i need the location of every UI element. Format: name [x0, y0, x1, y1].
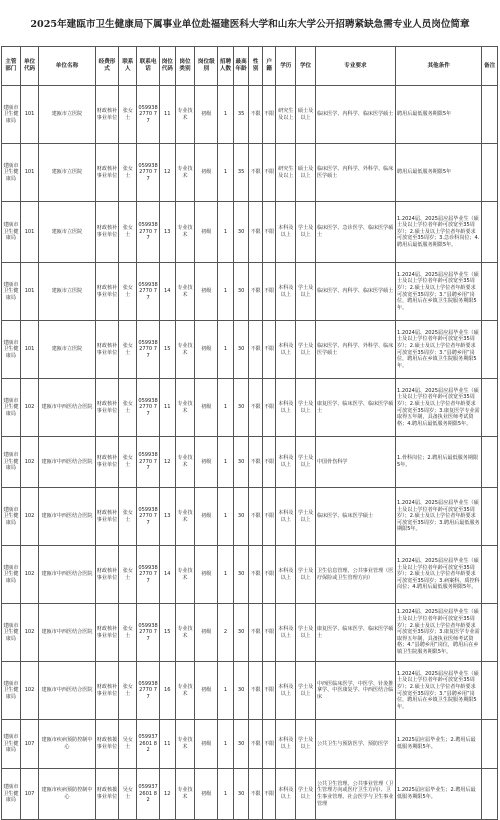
cell-post-level: 初级: [195, 662, 218, 720]
cell-degree: 学士及以上: [296, 202, 316, 263]
cell-max-age: 30: [233, 604, 249, 662]
cell-count: 2: [218, 604, 234, 662]
cell-major: 康复医学、临床医学、临床医学硕士: [315, 379, 395, 437]
cell-unit-name: 建瓯市立医院: [39, 144, 95, 202]
column-header: 岗位级别: [195, 47, 218, 86]
cell-max-age: 35: [233, 86, 249, 144]
cell-phone: 0599382770 77: [137, 488, 160, 546]
cell-other: 1.骨科岗位；2.聘用后最低服务期限5年。: [396, 437, 482, 488]
cell-major: 公共卫生管理、公共事业管理（卫生管理方向或医疗卫生方向）、卫生事业管理、社会医学与卫生事业管理: [315, 769, 395, 820]
cell-fund: 财政核补事业单位: [95, 379, 119, 437]
cell-dept: 建瓯市卫生健康局: [2, 144, 21, 202]
cell-post-level: 初级: [195, 720, 218, 769]
cell-fund: 财政核补事业单位: [95, 662, 119, 720]
cell-major: 临床医学、内科学、外科学、临床医学硕士: [315, 321, 395, 379]
cell-education: 本科及以上: [276, 488, 296, 546]
cell-major: 公共卫生与预防医学、预防医学: [315, 720, 395, 769]
cell-post-type: 专业技术: [175, 488, 195, 546]
cell-max-age: 30: [233, 488, 249, 546]
cell-hukou: 不限: [262, 604, 276, 662]
cell-degree: 学士及以上: [296, 720, 316, 769]
cell-max-age: 30: [233, 769, 249, 820]
cell-post-type: 专业技术: [175, 662, 195, 720]
cell-note: [482, 263, 498, 321]
cell-contact: 张女士: [119, 379, 137, 437]
cell-other: 1.2024届、2025届应届毕业生（硕士及以上学位者年龄可放宽至35周岁）；2.硕士及以上学位者年龄要求可放宽至35周岁；3.聘用后最低服务期限5年。: [396, 488, 482, 546]
table-row: [2, 662, 498, 720]
cell-fund: 财政核补事业单位: [95, 263, 119, 321]
cell-unit-name: 建瓯市中西医结合医院: [39, 488, 95, 546]
cell-count: 1: [218, 546, 234, 604]
cell-post-code: 14: [160, 546, 176, 604]
cell-post-type: 专业技术: [175, 604, 195, 662]
cell-count: 1: [218, 202, 234, 263]
cell-phone: 0599382770 77: [137, 437, 160, 488]
cell-hukou: 不限: [262, 321, 276, 379]
cell-post-level: 初级: [195, 86, 218, 144]
table-row: [2, 144, 498, 202]
table-row: [2, 321, 498, 379]
cell-dept: 建瓯市卫生健康局: [2, 263, 21, 321]
cell-phone: 0599382770 77: [137, 379, 160, 437]
document-title: 2025年建瓯市卫生健康局下属事业单位赴福建医科大学和山东大学公开招聘紧缺急需专业人员岗位简章: [30, 19, 470, 30]
cell-count: 1: [218, 662, 234, 720]
cell-phone: 0599382770 77: [137, 546, 160, 604]
cell-note: [482, 202, 498, 263]
cell-hukou: 不限: [262, 720, 276, 769]
cell-contact: 张女士: [119, 144, 137, 202]
cell-post-code: 12: [160, 144, 176, 202]
cell-hukou: 不限: [262, 769, 276, 820]
cell-unit-name: 建瓯市立医院: [39, 263, 95, 321]
cell-post-type: 专业技术: [175, 144, 195, 202]
cell-contact: 张女士: [119, 202, 137, 263]
cell-post-level: 初级: [195, 488, 218, 546]
cell-degree: 学士及以上: [296, 546, 316, 604]
cell-education: 研究生及以上: [276, 144, 296, 202]
cell-major: 临床医学、内科学、外科学、临床医学硕士: [315, 144, 395, 202]
cell-max-age: 30: [233, 379, 249, 437]
cell-note: [482, 321, 498, 379]
cell-phone: 0599382770 77: [137, 662, 160, 720]
cell-unit-code: 101: [20, 202, 39, 263]
cell-note: [482, 144, 498, 202]
cell-post-level: 初级: [195, 144, 218, 202]
cell-post-code: 12: [160, 437, 176, 488]
cell-max-age: 30: [233, 720, 249, 769]
cell-unit-code: 107: [20, 769, 39, 820]
cell-degree: 学士及以上: [296, 437, 316, 488]
cell-count: 1: [218, 488, 234, 546]
cell-other: 1.2024届、2025届应届毕业生（硕士及以上学位者年龄可放宽至35周岁）；2.硕士及以上学位者年龄要求可放宽至35周岁；3.康复医学专业需取得五年制，具备执业医师考试资格；4.聘用后最低服务期限5年。: [396, 379, 482, 437]
cell-sex: 不限: [249, 202, 263, 263]
cell-contact: 吴女士: [119, 769, 137, 820]
cell-post-level: 初级: [195, 202, 218, 263]
cell-degree: 学士及以上: [296, 769, 316, 820]
cell-education: 本科及以上: [276, 263, 296, 321]
cell-post-level: 初级: [195, 321, 218, 379]
cell-max-age: 30: [233, 321, 249, 379]
cell-hukou: 不限: [262, 86, 276, 144]
cell-other: 1.2024届、2025届应届毕业生（硕士及以上学位者年龄可放宽至35周岁）；2.硕士及以上学位者年龄要求可放宽至35周岁；3.“县聘乡用”岗位，聘用后在乡镇卫生院服务期限5年。: [396, 662, 482, 720]
cell-post-type: 专业技术: [175, 379, 195, 437]
cell-hukou: 不限: [262, 546, 276, 604]
cell-education: 本科及以上: [276, 321, 296, 379]
cell-post-type: 专业技术: [175, 263, 195, 321]
cell-max-age: 30: [233, 546, 249, 604]
table-row: [2, 769, 498, 820]
cell-sex: 不限: [249, 769, 263, 820]
cell-unit-name: 建瓯市立医院: [39, 202, 95, 263]
cell-phone: 0599382770 77: [137, 604, 160, 662]
cell-post-code: 16: [160, 662, 176, 720]
column-header: 岗位代码: [160, 47, 176, 86]
cell-post-level: 初级: [195, 379, 218, 437]
cell-fund: 财政核补事业单位: [95, 202, 119, 263]
cell-count: 1: [218, 720, 234, 769]
cell-unit-name: 建瓯市中西医结合医院: [39, 379, 95, 437]
cell-fund: 财政核补事业单位: [95, 546, 119, 604]
cell-fund: 财政核拨事业单位: [95, 720, 119, 769]
cell-sex: 不限: [249, 86, 263, 144]
cell-hukou: 不限: [262, 662, 276, 720]
cell-post-level: 初级: [195, 437, 218, 488]
cell-phone: 0599382770 77: [137, 86, 160, 144]
cell-post-code: 13: [160, 488, 176, 546]
cell-unit-code: 102: [20, 437, 39, 488]
cell-unit-code: 101: [20, 263, 39, 321]
cell-sex: 不限: [249, 437, 263, 488]
cell-education: 本科及以上: [276, 437, 296, 488]
cell-phone: 0599372601 82: [137, 769, 160, 820]
cell-max-age: 30: [233, 662, 249, 720]
column-header: 单位名称: [39, 47, 95, 86]
cell-unit-code: 102: [20, 604, 39, 662]
cell-dept: 建瓯市卫生健康局: [2, 437, 21, 488]
cell-hukou: 不限: [262, 437, 276, 488]
cell-dept: 建瓯市卫生健康局: [2, 662, 21, 720]
cell-post-type: 专业技术: [175, 769, 195, 820]
cell-degree: 学士及以上: [296, 604, 316, 662]
cell-unit-name: 建瓯市中西医结合医院: [39, 604, 95, 662]
table-row: [2, 488, 498, 546]
cell-phone: 0599382770 77: [137, 321, 160, 379]
column-header: 招聘人数: [218, 47, 234, 86]
cell-unit-name: 建瓯市疾病预防控制中心: [39, 769, 95, 820]
cell-count: 1: [218, 263, 234, 321]
cell-education: 研究生及以上: [276, 86, 296, 144]
cell-unit-code: 102: [20, 488, 39, 546]
cell-education: 本科及以上: [276, 202, 296, 263]
cell-sex: 不限: [249, 379, 263, 437]
cell-other: 1.2025届应届毕业生；2.聘用后最低服务期限5年。: [396, 720, 482, 769]
cell-fund: 财政核补事业单位: [95, 488, 119, 546]
table-row: [2, 379, 498, 437]
cell-note: [482, 769, 498, 820]
cell-post-code: 14: [160, 263, 176, 321]
cell-dept: 建瓯市卫生健康局: [2, 202, 21, 263]
cell-note: [482, 488, 498, 546]
cell-count: 1: [218, 379, 234, 437]
cell-major: 中国骨伤科学: [315, 437, 395, 488]
column-header: 户籍: [262, 47, 276, 86]
cell-post-level: 初级: [195, 546, 218, 604]
cell-phone: 0599382770 77: [137, 144, 160, 202]
cell-unit-name: 建瓯市立医院: [39, 86, 95, 144]
cell-sex: 不限: [249, 321, 263, 379]
cell-major: 临床医学、临床医学硕士: [315, 488, 395, 546]
cell-phone: 0599382770 77: [137, 263, 160, 321]
cell-post-code: 11: [160, 720, 176, 769]
column-header: 学历: [276, 47, 296, 86]
cell-contact: 张女士: [119, 488, 137, 546]
cell-other: 1.2024届、2025届应届毕业生（硕士及以上学位者年龄可放宽至35周岁）；2.硕士及以上学位者年龄要求可放宽至35周岁；3.康复医学专业需取得五年制，具备执业医师考试资格；4.“县聘乡用”岗位，聘用后在乡镇卫生院服务期限5年。: [396, 604, 482, 662]
cell-other: 聘用后最低服务期限5年: [396, 86, 482, 144]
column-header: 性别: [249, 47, 263, 86]
column-header: 备注: [482, 47, 498, 86]
cell-dept: 建瓯市卫生健康局: [2, 720, 21, 769]
table-row: [2, 263, 498, 321]
cell-dept: 建瓯市卫生健康局: [2, 769, 21, 820]
cell-max-age: 30: [233, 437, 249, 488]
cell-post-code: 12: [160, 769, 176, 820]
cell-other: 1.2024届、2025届应届毕业生（硕士及以上学位者年龄可放宽至35周岁）；2.硕士及以上学位者年龄要求可放宽至35周岁；3.急诊科岗位；4.聘用后最低服务期限5年。: [396, 202, 482, 263]
cell-count: 1: [218, 769, 234, 820]
column-header: 联系人: [119, 47, 137, 86]
cell-contact: 张女士: [119, 263, 137, 321]
cell-dept: 建瓯市卫生健康局: [2, 86, 21, 144]
job-table: [1, 46, 498, 820]
cell-degree: 学士及以上: [296, 321, 316, 379]
cell-hukou: 不限: [262, 202, 276, 263]
cell-phone: 0599382770 77: [137, 202, 160, 263]
cell-post-type: 专业技术: [175, 546, 195, 604]
cell-post-level: 初级: [195, 769, 218, 820]
table-row: [2, 720, 498, 769]
cell-unit-code: 101: [20, 144, 39, 202]
cell-unit-code: 107: [20, 720, 39, 769]
cell-note: [482, 604, 498, 662]
cell-unit-code: 101: [20, 86, 39, 144]
cell-post-type: 专业技术: [175, 202, 195, 263]
cell-education: 本科及以上: [276, 604, 296, 662]
cell-post-type: 专业技术: [175, 86, 195, 144]
cell-sex: 不限: [249, 720, 263, 769]
column-header: 专业要求: [315, 47, 395, 86]
cell-sex: 不限: [249, 546, 263, 604]
cell-hukou: 不限: [262, 488, 276, 546]
table-row: [2, 604, 498, 662]
cell-unit-name: 建瓯市立医院: [39, 321, 95, 379]
cell-contact: 张女士: [119, 546, 137, 604]
column-header: 单位代码: [20, 47, 39, 86]
column-header: 联系电话: [137, 47, 160, 86]
cell-dept: 建瓯市卫生健康局: [2, 604, 21, 662]
cell-post-type: 专业技术: [175, 720, 195, 769]
cell-education: 本科及以上: [276, 720, 296, 769]
table-row: [2, 437, 498, 488]
column-header: 其他条件: [396, 47, 482, 86]
cell-note: [482, 86, 498, 144]
cell-count: 1: [218, 144, 234, 202]
cell-count: 1: [218, 437, 234, 488]
cell-contact: 张女士: [119, 437, 137, 488]
cell-other: 1.2025届应届毕业生；2.聘用后最低服务期限5年。: [396, 769, 482, 820]
cell-unit-code: 102: [20, 546, 39, 604]
column-header: 最高年龄: [233, 47, 249, 86]
cell-other: 1.2024届、2025届应届毕业生（硕士及以上学位者年龄可放宽至35周岁）；2.硕士及以上学位者年龄要求可放宽至35周岁；3.“县聘乡用”岗位，聘用后在乡镇卫生院服务期限5年。: [396, 321, 482, 379]
cell-sex: 不限: [249, 604, 263, 662]
cell-note: [482, 379, 498, 437]
cell-degree: 硕士及以上: [296, 144, 316, 202]
table-header-row: [2, 47, 498, 86]
cell-other: 1.2024届、2025届应届毕业生（硕士及以上学位者年龄可放宽至35周岁）；2.硕士及以上学位者年龄要求可放宽至35周岁；3.病案科、质控科岗位；4.聘用后最低服务期限5年。: [396, 546, 482, 604]
cell-contact: 张女士: [119, 662, 137, 720]
cell-max-age: 30: [233, 263, 249, 321]
column-header: 学位: [296, 47, 316, 86]
cell-post-code: 11: [160, 86, 176, 144]
cell-unit-code: 101: [20, 321, 39, 379]
cell-other: 聘用后最低服务期限5年: [396, 144, 482, 202]
cell-education: 本科及以上: [276, 769, 296, 820]
cell-education: 本科及以上: [276, 379, 296, 437]
cell-education: 本科及以上: [276, 546, 296, 604]
cell-unit-name: 建瓯市疾病预防控制中心: [39, 720, 95, 769]
cell-post-type: 专业技术: [175, 321, 195, 379]
cell-fund: 财政核补事业单位: [95, 321, 119, 379]
cell-count: 1: [218, 321, 234, 379]
table-row: [2, 546, 498, 604]
cell-note: [482, 662, 498, 720]
cell-dept: 建瓯市卫生健康局: [2, 379, 21, 437]
cell-major: 临床医学、内科学、临床医学硕士: [315, 263, 395, 321]
cell-post-code: 13: [160, 202, 176, 263]
cell-dept: 建瓯市卫生健康局: [2, 321, 21, 379]
cell-post-code: 15: [160, 321, 176, 379]
cell-sex: 不限: [249, 144, 263, 202]
cell-degree: 学士及以上: [296, 379, 316, 437]
cell-post-type: 专业技术: [175, 437, 195, 488]
cell-education: 本科及以上: [276, 662, 296, 720]
cell-hukou: 不限: [262, 144, 276, 202]
cell-major: 临床医学、内科学、临床医学硕士: [315, 86, 395, 144]
column-header: 主管部门: [2, 47, 21, 86]
cell-other: 1.2024届、2025届应届毕业生（硕士及以上学位者年龄可放宽至35周岁）；2.硕士及以上学位者年龄要求可放宽至35周岁；3.“县聘乡用”岗位，聘用后在乡镇卫生院服务期限5年。: [396, 263, 482, 321]
cell-sex: 不限: [249, 263, 263, 321]
cell-unit-name: 建瓯市中西医结合医院: [39, 437, 95, 488]
cell-major: 中西医临床医学、中医学、针灸推拿学、中医康复学、中西医结合临床: [315, 662, 395, 720]
cell-hukou: 不限: [262, 263, 276, 321]
cell-unit-name: 建瓯市中西医结合医院: [39, 662, 95, 720]
cell-major: 康复医学、临床医学、临床医学硕士: [315, 604, 395, 662]
cell-post-code: 11: [160, 379, 176, 437]
cell-hukou: 不限: [262, 379, 276, 437]
cell-dept: 建瓯市卫生健康局: [2, 488, 21, 546]
cell-degree: 学士及以上: [296, 662, 316, 720]
cell-degree: 硕士及以上: [296, 86, 316, 144]
cell-contact: 张女士: [119, 604, 137, 662]
cell-sex: 不限: [249, 488, 263, 546]
table-row: [2, 202, 498, 263]
cell-unit-code: 102: [20, 662, 39, 720]
cell-post-level: 初级: [195, 604, 218, 662]
cell-contact: 张女士: [119, 321, 137, 379]
cell-note: [482, 546, 498, 604]
cell-fund: 财政核补事业单位: [95, 604, 119, 662]
cell-fund: 财政核补事业单位: [95, 437, 119, 488]
cell-max-age: 35: [233, 144, 249, 202]
cell-sex: 不限: [249, 662, 263, 720]
cell-degree: 学士及以上: [296, 488, 316, 546]
cell-max-age: 30: [233, 202, 249, 263]
column-header: 经费形式: [95, 47, 119, 86]
cell-unit-code: 102: [20, 379, 39, 437]
cell-degree: 学士及以上: [296, 263, 316, 321]
cell-unit-name: 建瓯市中西医结合医院: [39, 546, 95, 604]
cell-phone: 0599372601 82: [137, 720, 160, 769]
cell-fund: 财政核拨事业单位: [95, 769, 119, 820]
cell-note: [482, 720, 498, 769]
column-header: 岗位类别: [175, 47, 195, 86]
cell-contact: 张女士: [119, 86, 137, 144]
table-row: [2, 86, 498, 144]
cell-post-code: 15: [160, 604, 176, 662]
cell-fund: 财政核补事业单位: [95, 86, 119, 144]
cell-major: 卫生信息管理、公共事业管理（医疗保险或卫生管理方向）: [315, 546, 395, 604]
cell-count: 1: [218, 86, 234, 144]
cell-contact: 吴女士: [119, 720, 137, 769]
cell-dept: 建瓯市卫生健康局: [2, 546, 21, 604]
cell-major: 临床医学、急诊医学、临床医学硕士: [315, 202, 395, 263]
cell-post-level: 初级: [195, 263, 218, 321]
cell-note: [482, 437, 498, 488]
cell-fund: 财政核补事业单位: [95, 144, 119, 202]
